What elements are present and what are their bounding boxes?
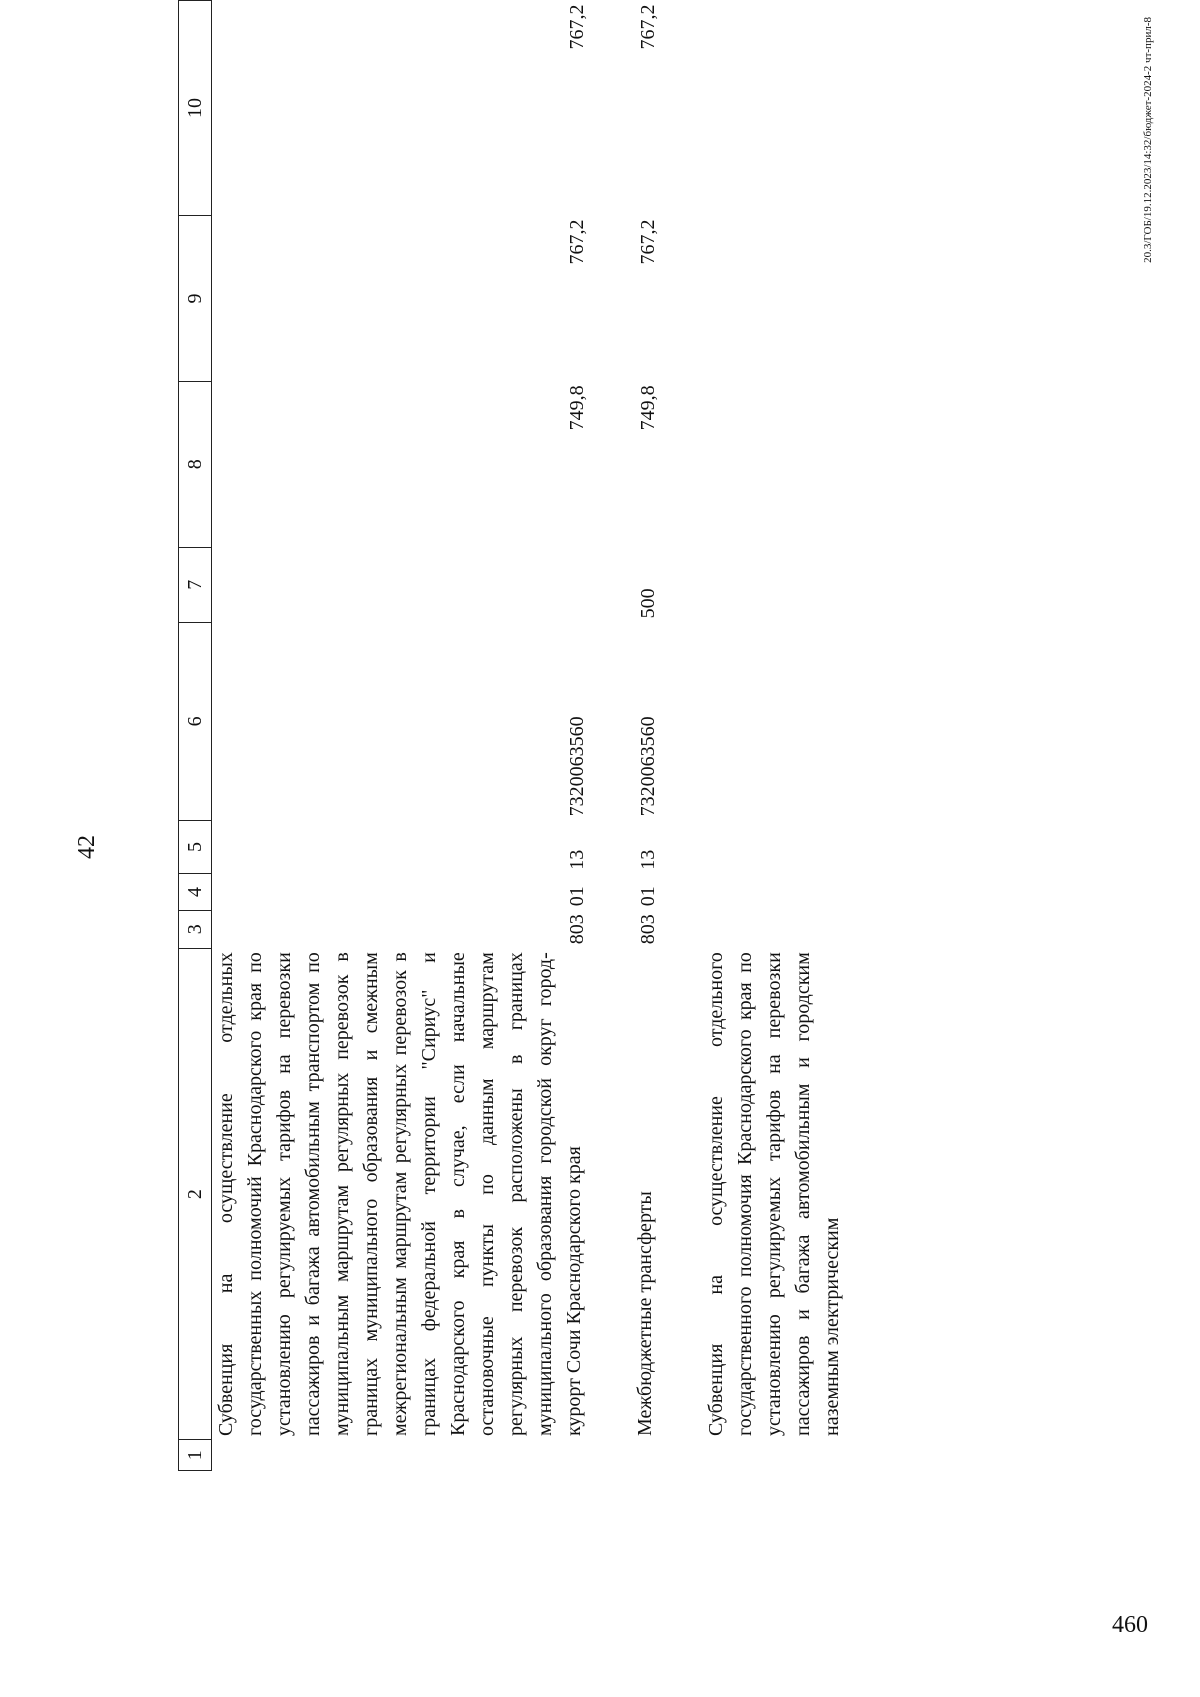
cell-expense-type: 500 xyxy=(637,588,659,619)
row-gap xyxy=(589,1,631,1471)
row-description: Субвенция на осуществление отдельных государственных полномочий Краснодарского края по установлению регулируемых тарифов на перевозки пассажиров и багажа автомобильным транспортом по муниципальным маршрутам регулярных перевозок в границах муниципального образования и смежным межрегиональным маршрутам регулярных перевозок в границах федеральной территории "Сириус" и Краснодарского края в случае, если начальные остановочные пункты по данным маршрутам регулярных перевозок расположены в границах муниципального образования городской округ город-курорт Сочи Краснодарского края xyxy=(215,952,585,1436)
row-spacer xyxy=(631,1440,660,1471)
cell-ministry-code: 803 xyxy=(566,914,588,945)
cell-amount-col9: 767,2 xyxy=(566,219,588,265)
cell-amount-col10: 767,2 xyxy=(637,4,659,50)
cell-target-code: 7320063560 xyxy=(566,716,588,817)
col-header-4: 4 xyxy=(179,874,212,910)
cell-target-code: 7320063560 xyxy=(637,716,659,817)
row-spacer xyxy=(702,1440,847,1471)
row-gap xyxy=(660,1,702,1471)
col-header-10: 10 xyxy=(179,1,212,216)
cell-expense-type xyxy=(212,547,590,622)
cell-section-code: 01 xyxy=(637,886,659,907)
col-header-8: 8 xyxy=(179,381,212,547)
col-header-2: 2 xyxy=(179,948,212,1440)
table-row xyxy=(702,1,847,1471)
col-header-3: 3 xyxy=(179,910,212,948)
document-code: 20.3/ГОБ/19.12.2023/14:32/бюджет-2024-2 чт-прил-8 xyxy=(1142,17,1154,263)
cell-amount-col10: 767,2 xyxy=(566,4,588,50)
cell-ministry-code: 803 xyxy=(637,914,659,945)
cell-subsection-code: 13 xyxy=(566,849,588,870)
row-description: Субвенция на осуществление отдельного государственного полномочия Краснодарского края по установлению регулируемых тарифов на перевозки пассажиров и багажа автомобильным и городским наземным электрическим xyxy=(705,952,843,1436)
col-header-5: 5 xyxy=(179,820,212,873)
row-description: Межбюджетные трансферты xyxy=(634,1191,656,1436)
col-header-9: 9 xyxy=(179,216,212,382)
table-row xyxy=(212,1,590,1471)
cell-amount-col9: 767,2 xyxy=(637,219,659,265)
col-header-6: 6 xyxy=(179,622,212,820)
budget-table xyxy=(178,0,847,1471)
sheet-number: 460 xyxy=(1112,1612,1148,1638)
page-number: 42 xyxy=(74,835,100,859)
col-header-7: 7 xyxy=(179,547,212,622)
row-empty-values xyxy=(702,1,847,949)
row-spacer xyxy=(212,1440,590,1471)
cell-amount-col8: 749,8 xyxy=(637,385,659,431)
col-header-1: 1 xyxy=(179,1440,212,1471)
cell-amount-col8: 749,8 xyxy=(566,385,588,431)
table-header-row xyxy=(179,1,212,1471)
cell-subsection-code: 13 xyxy=(637,849,659,870)
cell-section-code: 01 xyxy=(566,886,588,907)
table-row xyxy=(631,1,660,1471)
